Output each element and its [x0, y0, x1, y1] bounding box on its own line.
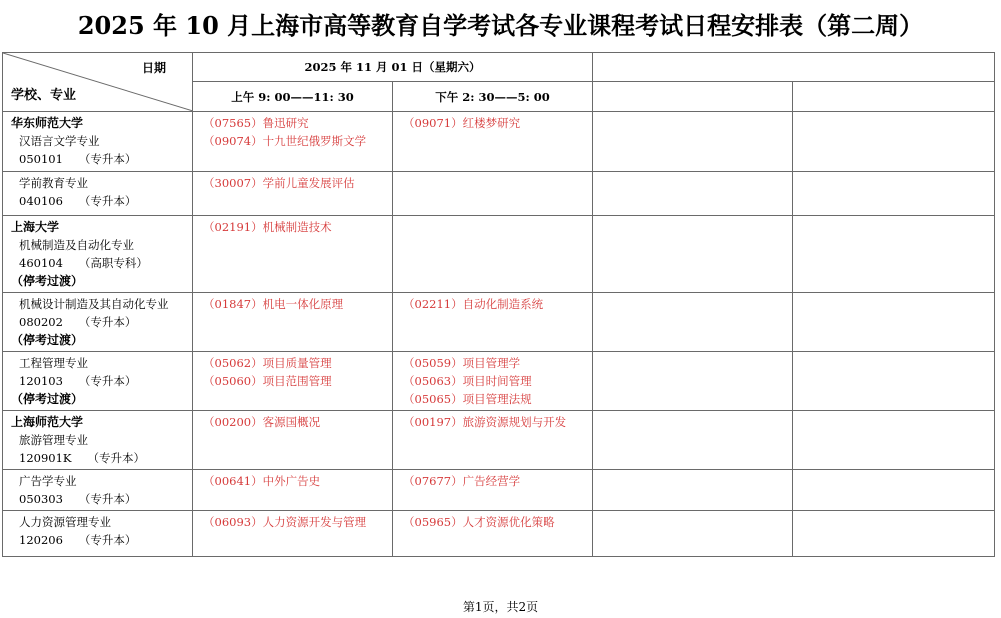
exam-course: （07677）广告经营学	[403, 474, 521, 488]
major-level: （专升本）	[87, 451, 145, 465]
major-level: （专升本）	[78, 152, 137, 166]
empty-day-header	[593, 53, 995, 82]
empty-cell	[593, 216, 793, 293]
table-row	[3, 411, 995, 470]
exam-course: （00197）旅游资源规划与开发	[403, 415, 567, 429]
transition-note: （停考过渡）	[11, 392, 84, 406]
exam-day-header: 2025 年 11 月 01 日（星期六）	[193, 53, 593, 82]
empty-session-header	[793, 82, 995, 112]
empty-cell	[593, 411, 793, 470]
morning-exam-cell	[193, 352, 393, 411]
major-code: 080202	[19, 315, 63, 329]
school-major-cell	[3, 511, 193, 557]
major-name: 机械制造及自动化专业	[19, 238, 134, 252]
school-major-cell	[3, 216, 193, 293]
exam-course: （07565）鲁迅研究	[203, 116, 309, 130]
exam-course: （02211）自动化制造系统	[403, 297, 544, 311]
major-name: 工程管理专业	[19, 356, 88, 370]
school-name: 上海大学	[11, 220, 60, 234]
empty-cell	[793, 172, 995, 216]
morning-exam-cell	[193, 470, 393, 511]
exam-course: （00641）中外广告史	[203, 474, 321, 488]
major-code: 120901K	[19, 451, 72, 465]
school-major-cell	[3, 172, 193, 216]
school-name: 华东师范大学	[11, 116, 84, 130]
table-row	[3, 112, 995, 172]
empty-cell	[793, 352, 995, 411]
morning-exam-cell	[193, 411, 393, 470]
major-code: 120206	[19, 533, 63, 547]
exam-course: （30007）学前儿童发展评估	[203, 176, 355, 190]
afternoon-session-header: 下午 2: 30——5: 00	[393, 82, 593, 112]
school-major-cell	[3, 411, 193, 470]
major-level: （专升本）	[78, 315, 137, 329]
exam-course: （01847）机电一体化原理	[203, 297, 344, 311]
morning-exam-cell	[193, 293, 393, 352]
school-major-cell	[3, 352, 193, 411]
afternoon-exam-cell	[393, 511, 593, 557]
school-major-cell	[3, 470, 193, 511]
major-level: （专升本）	[78, 533, 137, 547]
morning-session-header: 上午 9: 00——11: 30	[193, 82, 393, 112]
morning-exam-cell	[193, 216, 393, 293]
exam-course: （05965）人才资源优化策略	[403, 515, 555, 529]
page-footer: 第1页，共2页	[462, 600, 539, 614]
school-major-cell	[3, 112, 193, 172]
empty-cell	[793, 112, 995, 172]
empty-cell	[593, 172, 793, 216]
major-level: （专升本）	[78, 492, 137, 506]
empty-cell	[793, 511, 995, 557]
header-diagonal-cell	[3, 53, 193, 112]
major-name: 汉语言文学专业	[19, 134, 100, 148]
empty-session-header	[593, 82, 793, 112]
exam-course: （05062）项目质量管理	[203, 356, 332, 370]
schedule-table	[2, 52, 995, 557]
exam-course: （09074）十九世纪俄罗斯文学	[203, 134, 367, 148]
major-name: 旅游管理专业	[19, 433, 88, 447]
morning-exam-cell	[193, 172, 393, 216]
afternoon-exam-cell	[393, 112, 593, 172]
major-code: 460104	[19, 256, 63, 270]
exam-course: （02191）机械制造技术	[203, 220, 332, 234]
schedule-rows	[3, 112, 995, 557]
exam-course: （05065）项目管理法规	[403, 392, 532, 406]
exam-course: （00200）客源国概况	[203, 415, 321, 429]
afternoon-exam-cell	[393, 293, 593, 352]
transition-note: （停考过渡）	[11, 333, 84, 347]
table-row	[3, 511, 995, 557]
empty-cell	[793, 411, 995, 470]
table-row	[3, 172, 995, 216]
school-major-cell	[3, 293, 193, 352]
empty-cell	[593, 511, 793, 557]
school-name: 上海师范大学	[11, 415, 84, 429]
major-name: 广告学专业	[19, 474, 77, 488]
major-name: 学前教育专业	[19, 176, 88, 190]
major-name: 机械设计制造及其自动化专业	[19, 297, 169, 311]
empty-cell	[793, 293, 995, 352]
empty-cell	[593, 293, 793, 352]
major-level: （高职专科）	[78, 256, 148, 270]
major-code: 050303	[19, 492, 63, 506]
afternoon-exam-cell	[393, 411, 593, 470]
empty-cell	[793, 470, 995, 511]
exam-course: （06093）人力资源开发与管理	[203, 515, 367, 529]
morning-exam-cell	[193, 112, 393, 172]
exam-course: （05063）项目时间管理	[403, 374, 532, 388]
table-row	[3, 470, 995, 511]
school-major-label: 学校、专业	[11, 88, 77, 103]
morning-exam-cell	[193, 511, 393, 557]
afternoon-exam-cell	[393, 172, 593, 216]
date-label: 日期	[141, 61, 166, 75]
transition-note: （停考过渡）	[11, 274, 84, 288]
exam-course: （05059）项目管理学	[403, 356, 521, 370]
major-code: 040106	[19, 194, 63, 208]
table-row	[3, 352, 995, 411]
afternoon-exam-cell	[393, 352, 593, 411]
major-code: 050101	[19, 152, 63, 166]
major-level: （专升本）	[78, 374, 137, 388]
empty-cell	[793, 216, 995, 293]
empty-cell	[593, 470, 793, 511]
table-row	[3, 293, 995, 352]
major-code: 120103	[19, 374, 63, 388]
major-level: （专升本）	[78, 194, 137, 208]
afternoon-exam-cell	[393, 470, 593, 511]
page-title: 2025 年 10 月上海市高等教育自学考试各专业课程考试日程安排表（第二周）	[77, 11, 924, 40]
exam-course: （09071）红楼梦研究	[403, 116, 521, 130]
table-row	[3, 216, 995, 293]
afternoon-exam-cell	[393, 216, 593, 293]
major-name: 人力资源管理专业	[19, 515, 111, 529]
empty-cell	[593, 112, 793, 172]
exam-course: （05060）项目范围管理	[203, 374, 332, 388]
empty-cell	[593, 352, 793, 411]
